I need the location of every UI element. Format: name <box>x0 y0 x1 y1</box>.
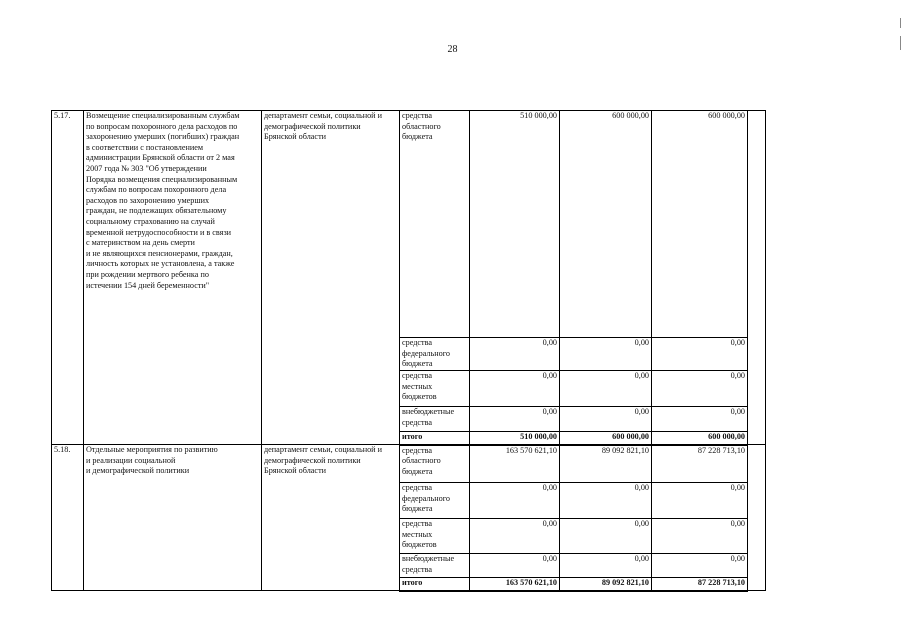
amount-year2: 89 092 821,10 <box>560 578 652 591</box>
amount-year3: 0,00 <box>652 519 748 554</box>
funding-source: средства местных бюджетов <box>400 519 470 554</box>
amount-year1: 510 000,00 <box>470 111 560 338</box>
amount-year1: 0,00 <box>470 407 560 432</box>
funding-source-total: итого <box>400 578 470 591</box>
empty-cell <box>748 445 766 591</box>
amount-year2: 0,00 <box>560 519 652 554</box>
funding-source: внебюджетные средства <box>400 407 470 432</box>
page-number: 28 <box>447 44 458 55</box>
measure-name: Возмещение специализированным службам по вопросам похоронного дела расходов по захоронению умерших (погибших) граждан в соответствии с постановлением администрации Брянской области от 2 мая 2007 года № 303 "Об утверждении Порядка возмещения специализированным службам по вопросам похоронного дела расходов по захоронению умерших граждан, не подлежащих обязательному социальному страхованию на случай временной нетрудоспособности и в связи с материнством на день смерти и не являющихся пенсионерами, граждан, личность которых не установлена, а также при рождении мертвого ребенка по истечении 154 дней беременности" <box>84 111 262 445</box>
measures-table <box>51 110 766 592</box>
amount-year1: 0,00 <box>470 371 560 407</box>
amount-year3: 0,00 <box>652 407 748 432</box>
funding-source: средства федерального бюджета <box>400 338 470 371</box>
amount-year2: 89 092 821,10 <box>560 445 652 483</box>
funding-source: средства федерального бюджета <box>400 483 470 519</box>
edge-mark <box>900 18 901 28</box>
amount-year1: 0,00 <box>470 483 560 519</box>
amount-year3: 0,00 <box>652 338 748 371</box>
measure-code: 5.18. <box>52 445 84 591</box>
amount-year2: 0,00 <box>560 483 652 519</box>
funding-source-total: итого <box>400 432 470 445</box>
amount-year3: 600 000,00 <box>652 111 748 338</box>
amount-year3: 87 228 713,10 <box>652 445 748 483</box>
amount-year2: 0,00 <box>560 371 652 407</box>
table-row <box>52 111 766 338</box>
amount-year1: 0,00 <box>470 338 560 371</box>
amount-year3: 0,00 <box>652 371 748 407</box>
measure-code: 5.17. <box>52 111 84 445</box>
measure-executor: департамент семьи, социальной и демографической политики Брянской области <box>262 445 400 591</box>
amount-year3: 0,00 <box>652 483 748 519</box>
amount-year2: 0,00 <box>560 554 652 578</box>
amount-year1: 510 000,00 <box>470 432 560 445</box>
amount-year3: 600 000,00 <box>652 432 748 445</box>
amount-year1: 0,00 <box>470 554 560 578</box>
amount-year1: 163 570 621,10 <box>470 578 560 591</box>
amount-year3: 0,00 <box>652 554 748 578</box>
empty-cell <box>748 111 766 445</box>
funding-source: средства местных бюджетов <box>400 371 470 407</box>
amount-year1: 163 570 621,10 <box>470 445 560 483</box>
measure-executor: департамент семьи, социальной и демографической политики Брянской области <box>262 111 400 445</box>
amount-year2: 600 000,00 <box>560 111 652 338</box>
amount-year3: 87 228 713,10 <box>652 578 748 591</box>
amount-year1: 0,00 <box>470 519 560 554</box>
amount-year2: 0,00 <box>560 338 652 371</box>
funding-source: средства областного бюджета <box>400 111 470 338</box>
amount-year2: 0,00 <box>560 407 652 432</box>
measure-name: Отдельные мероприятия по развитию и реализации социальной и демографической политики <box>84 445 262 591</box>
amount-year2: 600 000,00 <box>560 432 652 445</box>
edge-mark <box>900 36 901 50</box>
funding-source: средства областного бюджета <box>400 445 470 483</box>
table-row <box>52 445 766 483</box>
funding-source: внебюджетные средства <box>400 554 470 578</box>
